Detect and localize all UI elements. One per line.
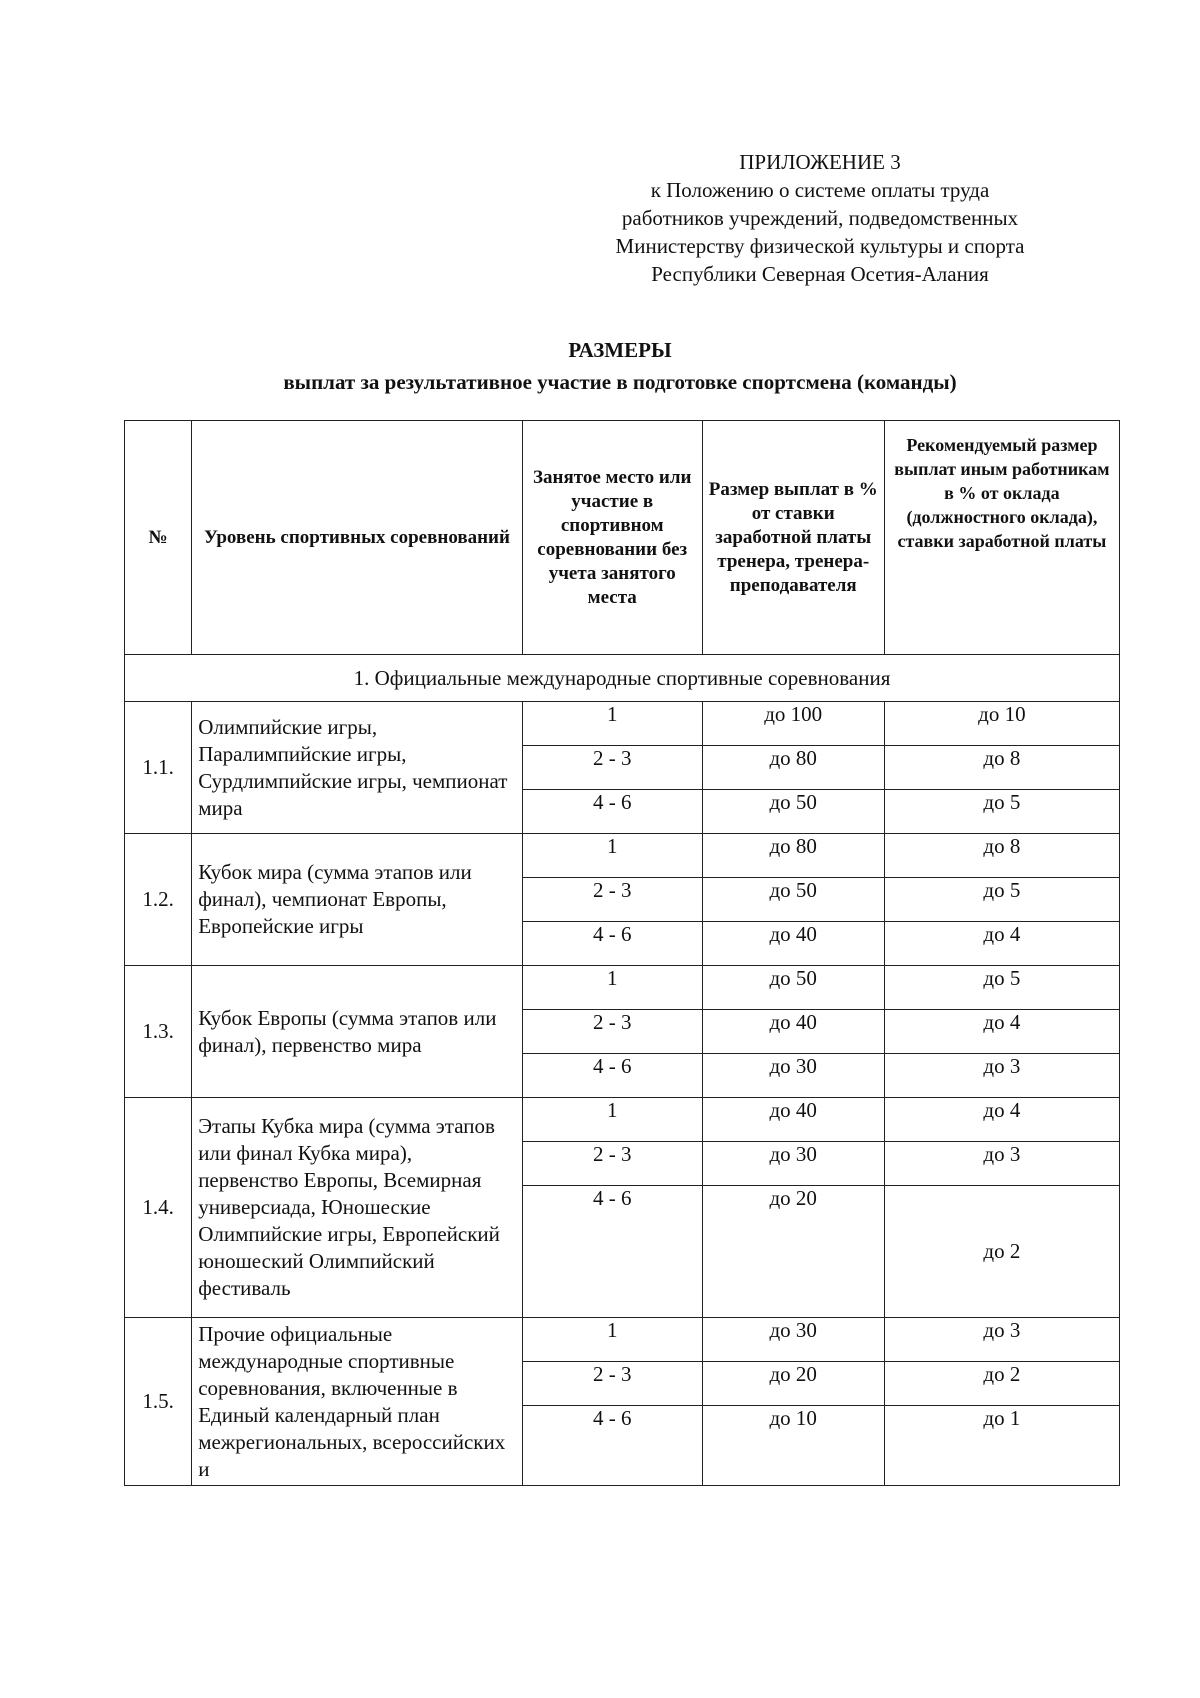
coach-percent-cell: до 40 xyxy=(702,1010,884,1054)
competition-level: Кубок Европы (сумма этапов или финал), первенство мира xyxy=(192,966,523,1098)
other-percent-cell: до 10 xyxy=(884,702,1119,746)
appendix-header xyxy=(560,148,1080,288)
place-cell: 1 xyxy=(522,702,702,746)
other-percent-cell: до 4 xyxy=(884,922,1119,966)
coach-percent-cell: до 50 xyxy=(702,966,884,1010)
coach-percent-cell: до 50 xyxy=(702,878,884,922)
coach-percent-cell: до 30 xyxy=(702,1054,884,1098)
place-cell: 2 - 3 xyxy=(522,1142,702,1186)
coach-percent-cell: до 40 xyxy=(702,1098,884,1142)
place-cell: 2 - 3 xyxy=(522,878,702,922)
place-cell: 4 - 6 xyxy=(522,922,702,966)
section-row xyxy=(125,655,1120,702)
coach-percent-cell: до 80 xyxy=(702,746,884,790)
other-percent-cell: до 3 xyxy=(884,1318,1119,1362)
row-number: 1.3. xyxy=(125,966,192,1098)
other-percent-cell: до 1 xyxy=(884,1406,1119,1486)
appendix-line: Республики Северная Осетия-Алания xyxy=(651,262,989,286)
place-cell: 2 - 3 xyxy=(522,746,702,790)
place-cell: 4 - 6 xyxy=(522,790,702,834)
other-percent-cell: до 5 xyxy=(884,790,1119,834)
header-row xyxy=(125,421,1120,655)
coach-percent-cell: до 30 xyxy=(702,1142,884,1186)
header-coach-percent: Размер выплат в % от ставки заработной платы тренера, тренера-преподавателя xyxy=(702,421,884,655)
coach-percent-cell: до 40 xyxy=(702,922,884,966)
appendix-line: работников учреждений, подведомственных xyxy=(621,206,1019,230)
place-cell: 2 - 3 xyxy=(522,1362,702,1406)
other-percent-cell: до 3 xyxy=(884,1054,1119,1098)
coach-percent-cell: до 80 xyxy=(702,834,884,878)
appendix-line: ПРИЛОЖЕНИЕ 3 xyxy=(739,150,901,174)
other-percent-cell: до 4 xyxy=(884,1010,1119,1054)
table-row xyxy=(125,1318,1120,1362)
other-percent-cell: до 2 xyxy=(884,1186,1119,1318)
place-cell: 1 xyxy=(522,1318,702,1362)
coach-percent-cell: до 20 xyxy=(702,1186,884,1318)
header-num: № xyxy=(125,421,192,655)
header-place: Занятое место или участие в спортивном соревновании без учета занятого места xyxy=(522,421,702,655)
row-number: 1.1. xyxy=(125,702,192,834)
other-percent-cell: до 5 xyxy=(884,878,1119,922)
title-line-1: РАЗМЕРЫ xyxy=(568,338,672,362)
table-row xyxy=(125,834,1120,878)
other-percent-cell: до 3 xyxy=(884,1142,1119,1186)
other-percent-cell: до 8 xyxy=(884,834,1119,878)
section-title: 1. Официальные международные спортивные соревнования xyxy=(125,655,1120,702)
row-number: 1.2. xyxy=(125,834,192,966)
other-percent-cell: до 4 xyxy=(884,1098,1119,1142)
place-cell: 1 xyxy=(522,966,702,1010)
row-number: 1.4. xyxy=(125,1098,192,1318)
table-row xyxy=(125,966,1120,1010)
place-cell: 1 xyxy=(522,1098,702,1142)
place-cell: 4 - 6 xyxy=(522,1406,702,1486)
document-title xyxy=(120,334,1120,398)
other-percent-cell: до 2 xyxy=(884,1362,1119,1406)
header-level: Уровень спортивных соревнований xyxy=(192,421,523,655)
coach-percent-cell: до 50 xyxy=(702,790,884,834)
coach-percent-cell: до 100 xyxy=(702,702,884,746)
header-other-percent: Рекомендуемый размер выплат иным работникам в % от оклада (должностного оклада), ставки заработной платы xyxy=(884,421,1119,655)
competition-level: Олимпийские игры, Паралимпийские игры, Сурдлимпийские игры, чемпионат мира xyxy=(192,702,523,834)
coach-percent-cell: до 10 xyxy=(702,1406,884,1486)
competition-level: Прочие официальные международные спортивные соревнования, включенные в Единый календарный план межрегиональных, всероссийских и xyxy=(192,1318,523,1486)
other-percent-cell: до 8 xyxy=(884,746,1119,790)
place-cell: 4 - 6 xyxy=(522,1054,702,1098)
place-cell: 1 xyxy=(522,834,702,878)
payments-table xyxy=(124,420,1120,1486)
competition-level: Этапы Кубка мира (сумма этапов или финал Кубка мира), первенство Европы, Всемирная универсиада, Юношеские Олимпийские игры, Европейский юношеский Олимпийский фестиваль xyxy=(192,1098,523,1318)
coach-percent-cell: до 20 xyxy=(702,1362,884,1406)
table-row xyxy=(125,1098,1120,1142)
place-cell: 2 - 3 xyxy=(522,1010,702,1054)
appendix-line: Министерству физической культуры и спорта xyxy=(615,234,1025,258)
table-row xyxy=(125,702,1120,746)
row-number: 1.5. xyxy=(125,1318,192,1486)
competition-level: Кубок мира (сумма этапов или финал), чемпионат Европы, Европейские игры xyxy=(192,834,523,966)
other-percent-cell: до 5 xyxy=(884,966,1119,1010)
appendix-line: к Положению о системе оплаты труда xyxy=(650,178,990,202)
title-line-2: выплат за результативное участие в подготовке спортсмена (команды) xyxy=(283,370,957,394)
place-cell: 4 - 6 xyxy=(522,1186,702,1318)
coach-percent-cell: до 30 xyxy=(702,1318,884,1362)
